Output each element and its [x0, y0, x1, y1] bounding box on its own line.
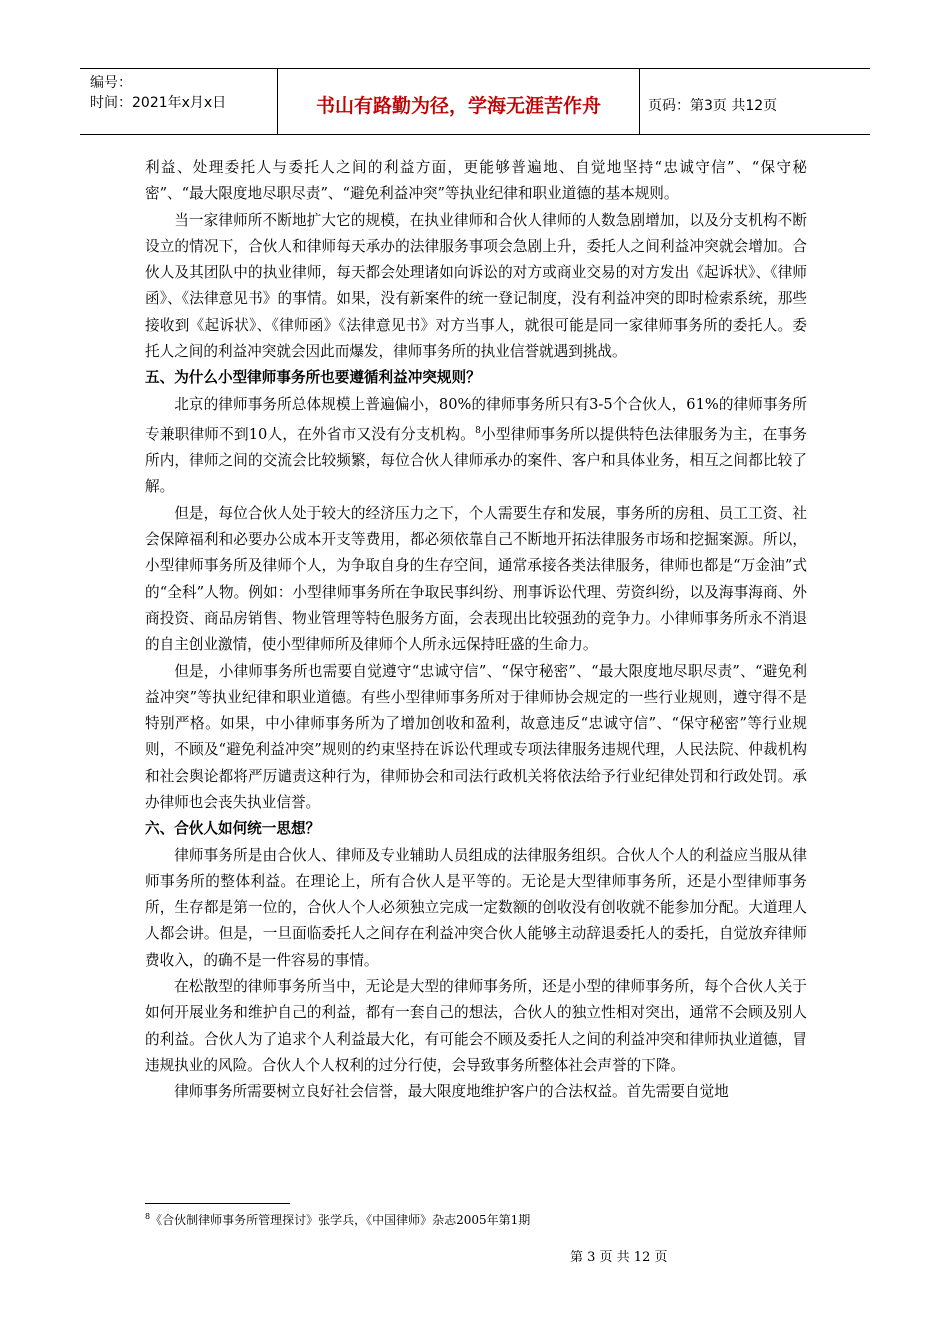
- document-body: [145, 155, 807, 1106]
- footnote-separator: [145, 1203, 290, 1204]
- section-heading-5: 五、为什么小型律师事务所也要遵循利益冲突规则？: [145, 369, 481, 387]
- footnote-text: 《合伙制律师事务所管理探讨》张学兵，《中国律师》杂志2005年第1期: [150, 1213, 531, 1227]
- page-number: 第 3 页 共 12 页: [570, 1250, 668, 1265]
- paragraph: 但是，小律师事务所也需要自觉遵守“忠诚守信”、“保守秘密”、“最大限度地尽职尽责”、“避免利益冲突”等执业纪律和职业道德。有些小型律师事务所对于律师协会规定的一些行业规则，遵守得不是特别严格。如果，中小律师事务所为了增加创收和盈利，故意违反“忠诚守信”、“保守秘密”等行业规则，不顾及“避免利益冲突”规则的约束坚持在诉讼代理或专项法律服务违规代理，人民法院、仲裁机构和社会舆论都将严厉谴责这种行为，律师协会和司法行政机关将依法给予行业纪律处罚和行政处罚。承办律师也会丧失执业信誉。: [145, 662, 807, 811]
- paragraph: 律师事务所是由合伙人、律师及专业辅助人员组成的法律服务组织。合伙人个人的利益应当服从律师事务所的整体利益。在理论上，所有合伙人是平等的。无论是大型律师事务所，还是小型律师事务所，生存都是第一位的，合伙人个人必须独立完成一定数额的创收没有创收就不能参加分配。大道理人人都会讲。但是，一旦面临委托人之间存在利益冲突合伙人能够主动辞退委托人的委托，自觉放弃律师费收入，的确不是一件容易的事情。: [145, 846, 807, 969]
- footnote-mark: 8: [145, 1212, 151, 1221]
- section-heading-6: 六、合伙人如何统一思想？: [145, 820, 321, 838]
- header-meta: [80, 69, 278, 134]
- paragraph: 当一家律师所不断地扩大它的规模，在执业律师和合伙人律师的人数急剧增加，以及分支机构不断设立的情况下，合伙人和律师每天承办的法律服务事项会急剧上升，委托人之间利益冲突就会增加。合伙人及其团队中的执业律师，每天都会处理诸如向诉讼的对方或商业交易的对方发出《起诉状》、《律师函》、《法律意见书》的事情。如果，没有新案件的统一登记制度，没有利益冲突的即时检索系统，那些接收到《起诉状》、《律师函》《法律意见书》对方当事人，就很可能是同一家律师事务所的委托人。委托人之间的利益冲突就会因此而爆发，律师事务所的执业信誉就遇到挑战。: [145, 211, 807, 361]
- footnote: [145, 1208, 530, 1229]
- document-date-label: 时间：2021年x月x日: [90, 95, 227, 111]
- page-header: [80, 68, 870, 135]
- footnote-reference[interactable]: 8: [475, 425, 481, 436]
- header-motto: 书山有路勤为径，学海无涯苦作舟: [278, 69, 640, 134]
- paragraph: 但是，每位合伙人处于较大的经济压力之下，个人需要生存和发展，事务所的房租、员工工资、社会保障福利和必要办公成本开支等费用，都必须依靠自己不断地开拓法律服务市场和挖掘案源。所以，小型律师事务所及律师个人，为争取自身的生存空间，通常承接各类法律服务，律师也都是“万金油”式的“全科”人物。例如：小型律师事务所在争取民事纠纷、刑事诉讼代理、劳资纠纷，以及海事海商、外商投资、商品房销售、物业管理等特色服务方面，会表现出比较强劲的竞争力。小律师事务所永不消退的自主创业激情，使小型律师所及律师个人所永远保持旺盛的生命力。: [145, 504, 807, 654]
- paragraph-text: 小型律师事务所以提供特色法律服务为主，在事务所内，律师之间的交流会比较频繁，每位合伙人律师承办的案件、客户和具体业务，相互之间都比较了解。: [145, 425, 807, 496]
- document-number-label: 编号：: [90, 75, 132, 91]
- header-page-info: 页码：第3页 共12页: [648, 97, 778, 114]
- paragraph: [145, 392, 807, 501]
- paragraph-text: 北京的律师事务所总体规模上普遍偏小，80%的律师事务所只有3-5个合伙人，61%的律师事务所专兼职律师不到10人，在外省市又没有分支机构。: [145, 395, 807, 443]
- paragraph: 利益、处理委托人与委托人之间的利益方面，更能够普遍地、自觉地坚持“忠诚守信”、“保守秘密”、“最大限度地尽职尽责”、“避免利益冲突”等执业纪律和职业道德的基本规则。: [145, 159, 807, 203]
- paragraph: 在松散型的律师事务所当中，无论是大型的律师事务所，还是小型的律师事务所，每个合伙人关于如何开展业务和维护自己的利益，都有一套自己的想法，合伙人的独立性相对突出，通常不会顾及别人的利益。合伙人为了追求个人利益最大化，有可能会不顾及委托人之间的利益冲突和律师执业道德，冒违规执业的风险。合伙人个人权利的过分行使，会导致事务所整体社会声誉的下降。: [145, 978, 807, 1074]
- paragraph: 律师事务所需要树立良好社会信誉，最大限度地维护客户的合法权益。首先需要自觉地: [174, 1083, 729, 1101]
